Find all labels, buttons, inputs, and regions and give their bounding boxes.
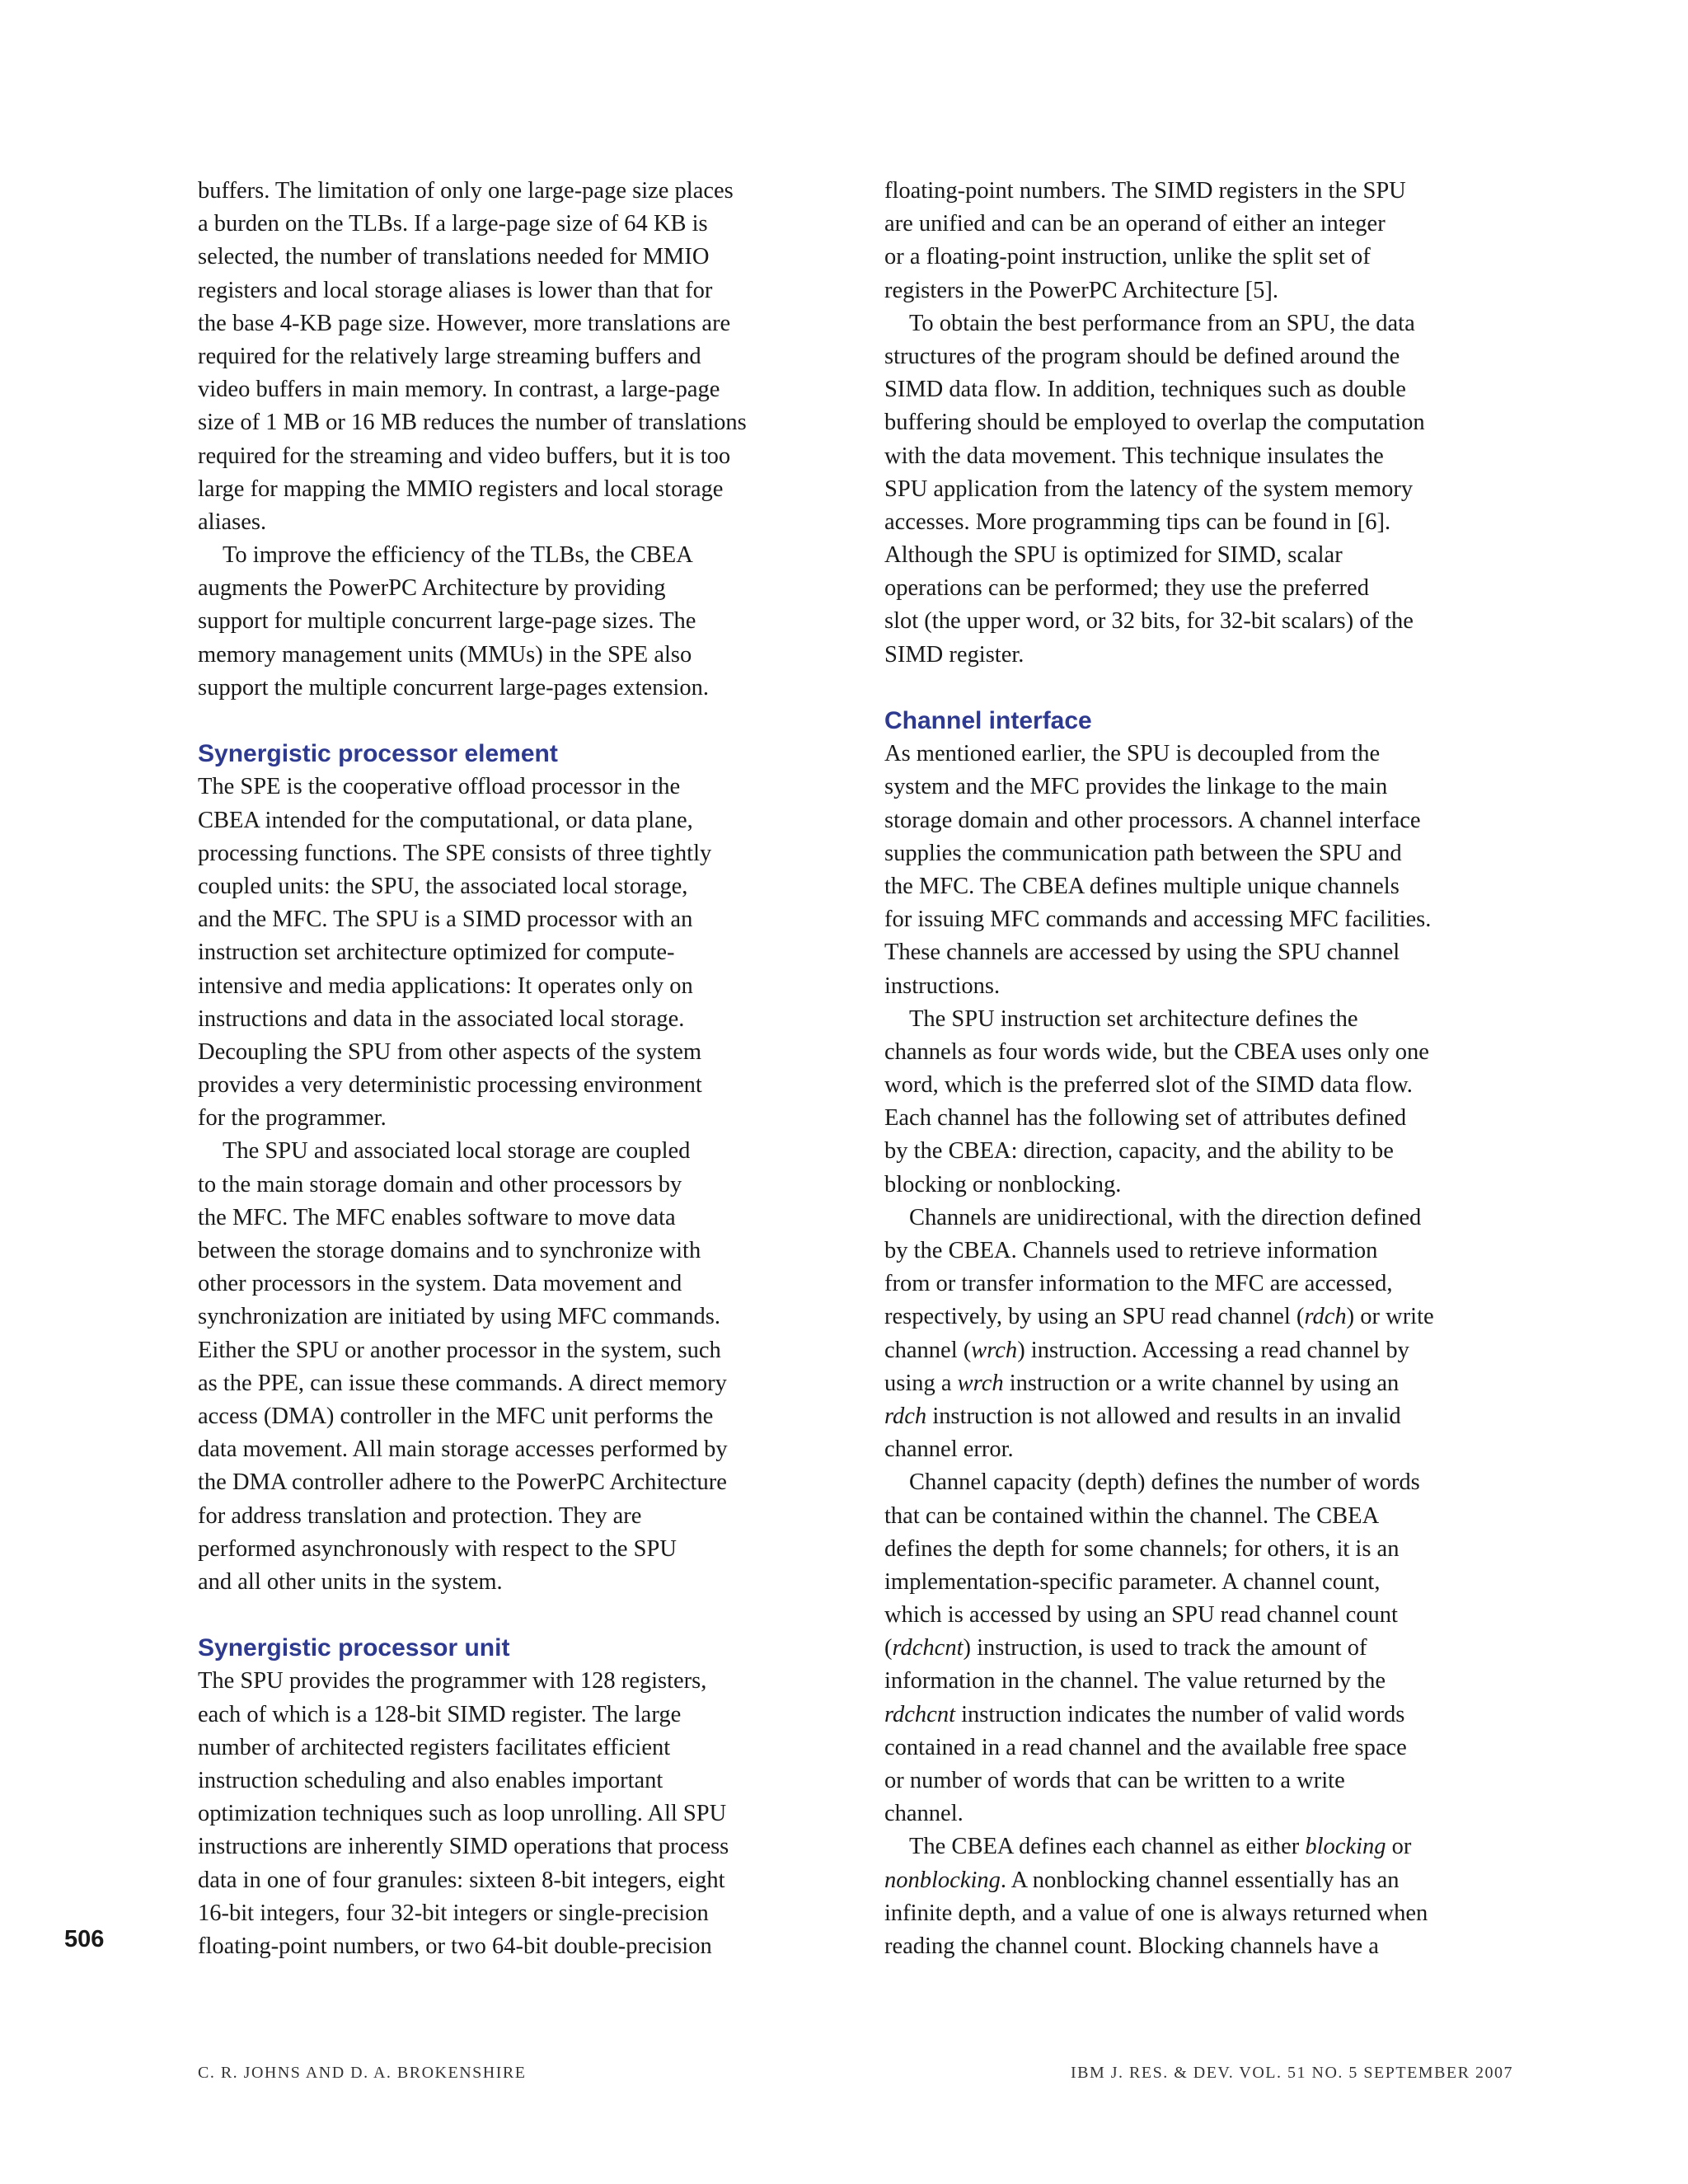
text-line: accesses. More programming tips can be found in [6]. bbox=[884, 509, 1391, 535]
text-line: number of architected registers facilitates efficient bbox=[198, 1734, 671, 1760]
left-column bbox=[198, 175, 824, 1963]
text-run: instruction indicates the number of valid words bbox=[955, 1701, 1405, 1727]
paragraph bbox=[884, 307, 1511, 672]
text-run: channel ( bbox=[884, 1337, 972, 1363]
section-gap bbox=[198, 705, 824, 738]
text-line: optimization techniques such as loop unrolling. All SPU bbox=[198, 1801, 727, 1827]
paragraph bbox=[198, 771, 824, 1135]
text-run: ) or write bbox=[1346, 1304, 1434, 1330]
text-line bbox=[884, 1367, 1511, 1400]
text-line: instruction set architecture optimized for compute- bbox=[198, 940, 675, 966]
text-line: Decoupling the SPU from other aspects of the system bbox=[198, 1038, 702, 1065]
text-line: data in one of four granules: sixteen 8-bit integers, eight bbox=[198, 1867, 725, 1893]
text-line: The SPU instruction set architecture defines the bbox=[909, 1005, 1358, 1032]
text-run: instruction or a write channel by using an bbox=[1003, 1370, 1400, 1396]
text-line: defines the depth for some channels; for others, it is an bbox=[884, 1535, 1400, 1562]
text-line: channel error. bbox=[884, 1436, 1014, 1463]
text-line: access (DMA) controller in the MFC unit performs the bbox=[198, 1403, 714, 1429]
text-line: word, which is the preferred slot of the SIMD data flow. bbox=[884, 1072, 1413, 1099]
text-line: information in the channel. The value returned by the bbox=[884, 1668, 1386, 1694]
text-line: or a floating-point instruction, unlike the split set of bbox=[884, 244, 1371, 270]
section-heading-spu: Synergistic processor unit bbox=[198, 1634, 510, 1662]
text-line bbox=[884, 1864, 1511, 1897]
text-line: reading the channel count. Blocking channels have a bbox=[884, 1933, 1379, 1959]
text-line: floating-point numbers. The SIMD registers in the SPU bbox=[884, 178, 1406, 204]
text-line: These channels are accessed by using the SPU channel bbox=[884, 940, 1400, 966]
text-line: Channel capacity (depth) defines the number of words bbox=[909, 1469, 1420, 1496]
text-line: with the data movement. This technique insulates the bbox=[884, 443, 1384, 469]
text-line bbox=[884, 1301, 1511, 1333]
text-run: instruction is not allowed and results in an invalid bbox=[926, 1403, 1401, 1429]
footer-authors: C. R. JOHNS AND D. A. BROKENSHIRE bbox=[198, 2064, 527, 2082]
text-line: To obtain the best performance from an SPU, the data bbox=[909, 310, 1415, 336]
text-line: for address translation and protection. They are bbox=[198, 1502, 642, 1529]
text-line: memory management units (MMUs) in the SPE also bbox=[198, 641, 692, 668]
text-line: the DMA controller adhere to the PowerPC Architecture bbox=[198, 1469, 727, 1496]
text-line: size of 1 MB or 16 MB reduces the number of translations bbox=[198, 410, 747, 436]
text-line: the MFC. The CBEA defines multiple unique channels bbox=[884, 873, 1400, 899]
text-line: each of which is a 128-bit SIMD register. The large bbox=[198, 1701, 682, 1727]
text-line: as the PPE, can issue these commands. A direct memory bbox=[198, 1370, 727, 1396]
instruction-term: wrch bbox=[957, 1370, 1004, 1396]
text-line: contained in a read channel and the available free space bbox=[884, 1734, 1407, 1760]
text-line: are unified and can be an operand of either an integer bbox=[884, 211, 1386, 237]
text-line: instructions and data in the associated local storage. bbox=[198, 1005, 685, 1032]
paragraph bbox=[884, 175, 1511, 307]
text-line: intensive and media applications: It operates only on bbox=[198, 972, 693, 999]
emphasis-term: nonblocking bbox=[884, 1867, 1001, 1893]
text-line: CBEA intended for the computational, or data plane, bbox=[198, 807, 693, 833]
section-gap bbox=[198, 1599, 824, 1632]
text-line: processing functions. The SPE consists of three tightly bbox=[198, 840, 712, 866]
paragraph bbox=[884, 1466, 1511, 1830]
text-run: using a bbox=[884, 1370, 958, 1396]
text-run: ) instruction, is used to track the amount of bbox=[963, 1635, 1367, 1661]
paragraph bbox=[884, 1202, 1511, 1467]
text-line: large for mapping the MMIO registers and local storage bbox=[198, 476, 724, 502]
text-line: video buffers in main memory. In contrast, a large-page bbox=[198, 377, 720, 403]
text-line: data movement. All main storage accesses performed by bbox=[198, 1436, 728, 1463]
text-line: provides a very deterministic processing environment bbox=[198, 1072, 702, 1099]
text-line: to the main storage domain and other processors by bbox=[198, 1171, 682, 1197]
text-line: SPU application from the latency of the system memory bbox=[884, 476, 1414, 502]
text-line: that can be contained within the channel. The CBEA bbox=[884, 1502, 1380, 1529]
text-line: by the CBEA: direction, capacity, and the ability to be bbox=[884, 1138, 1394, 1165]
text-line: SIMD data flow. In addition, techniques such as double bbox=[884, 377, 1406, 403]
text-line: storage domain and other processors. A channel interface bbox=[884, 807, 1421, 833]
text-run: The CBEA defines each channel as either bbox=[909, 1834, 1306, 1860]
paragraph bbox=[198, 1135, 824, 1599]
text-line: channels as four words wide, but the CBEA uses only one bbox=[884, 1038, 1429, 1065]
section-heading-spe: Synergistic processor element bbox=[198, 740, 558, 768]
text-line: by the CBEA. Channels used to retrieve information bbox=[884, 1238, 1378, 1263]
text-line: As mentioned earlier, the SPU is decoupled from the bbox=[884, 741, 1381, 767]
text-run: respectively, by using an SPU read channel ( bbox=[884, 1304, 1305, 1330]
text-line: augments the PowerPC Architecture by providing bbox=[198, 575, 666, 602]
text-line: Channels are unidirectional, with the direction defined bbox=[909, 1204, 1422, 1230]
text-line bbox=[884, 1400, 1511, 1433]
text-line: structures of the program should be defined around the bbox=[884, 343, 1400, 369]
paragraph bbox=[198, 539, 824, 705]
footer-journal: IBM J. RES. & DEV. VOL. 51 NO. 5 SEPTEMBER 2007 bbox=[1070, 2064, 1513, 2082]
text-line: operations can be performed; they use the preferred bbox=[884, 575, 1369, 602]
text-line: floating-point numbers, or two 64-bit double-precision bbox=[198, 1933, 712, 1959]
text-line: performed asynchronously with respect to the SPU bbox=[198, 1535, 677, 1562]
text-line: the MFC. The MFC enables software to move data bbox=[198, 1204, 676, 1230]
text-line: from or transfer information to the MFC are accessed, bbox=[884, 1271, 1393, 1297]
instruction-term: rdch bbox=[1304, 1304, 1347, 1330]
text-line: channel. bbox=[884, 1801, 964, 1827]
text-line: Each channel has the following set of attributes defined bbox=[884, 1105, 1407, 1132]
text-line: infinite depth, and a value of one is always returned when bbox=[884, 1900, 1428, 1926]
text-line: instruction scheduling and also enables important bbox=[198, 1768, 663, 1793]
text-run: or bbox=[1386, 1834, 1412, 1860]
text-line: instructions. bbox=[884, 972, 1001, 999]
text-run: ( bbox=[884, 1635, 893, 1661]
text-line: supplies the communication path between the SPU and bbox=[884, 840, 1402, 866]
text-line: buffers. The limitation of only one large-page size places bbox=[198, 178, 734, 204]
text-line: other processors in the system. Data movement and bbox=[198, 1271, 682, 1297]
right-column bbox=[884, 175, 1511, 1963]
text-line: and the MFC. The SPU is a SIMD processor with an bbox=[198, 907, 693, 933]
text-line: between the storage domains and to synchronize with bbox=[198, 1238, 701, 1263]
text-line bbox=[884, 1699, 1511, 1732]
text-line: a burden on the TLBs. If a large-page size of 64 KB is bbox=[198, 211, 708, 237]
text-run: ) instruction. Accessing a read channel by bbox=[1017, 1337, 1409, 1363]
text-line: and all other units in the system. bbox=[198, 1568, 503, 1595]
text-line: required for the streaming and video buffers, but it is too bbox=[198, 443, 731, 469]
text-line bbox=[884, 1830, 1511, 1863]
page-number: 506 bbox=[64, 1926, 105, 1952]
text-line: aliases. bbox=[198, 509, 267, 535]
text-line: or number of words that can be written to a write bbox=[884, 1768, 1345, 1793]
instruction-term: rdch bbox=[884, 1403, 927, 1429]
text-line: implementation-specific parameter. A channel count, bbox=[884, 1568, 1381, 1595]
text-line: for the programmer. bbox=[198, 1105, 387, 1132]
text-line bbox=[884, 1632, 1511, 1665]
emphasis-term: blocking bbox=[1305, 1834, 1386, 1860]
paragraph bbox=[884, 738, 1511, 1003]
text-line: registers in the PowerPC Architecture [5]. bbox=[884, 277, 1279, 303]
text-line: synchronization are initiated by using MFC commands. bbox=[198, 1304, 721, 1330]
paragraph bbox=[198, 175, 824, 539]
text-line: selected, the number of translations needed for MMIO bbox=[198, 244, 710, 270]
text-line bbox=[884, 1334, 1511, 1367]
text-line: slot (the upper word, or 32 bits, for 32-bit scalars) of the bbox=[884, 608, 1414, 635]
text-line: instructions are inherently SIMD operations that process bbox=[198, 1834, 729, 1860]
text-line: 16-bit integers, four 32-bit integers or single-precision bbox=[198, 1900, 709, 1926]
text-line: buffering should be employed to overlap the computation bbox=[884, 410, 1425, 436]
text-line: The SPU and associated local storage are coupled bbox=[223, 1138, 691, 1165]
text-line: Although the SPU is optimized for SIMD, scalar bbox=[884, 542, 1343, 569]
instruction-term: rdchcnt bbox=[892, 1635, 964, 1661]
text-run: . A nonblocking channel essentially has an bbox=[1000, 1867, 1400, 1893]
text-line: support for multiple concurrent large-page sizes. The bbox=[198, 608, 696, 635]
text-line: required for the relatively large streaming buffers and bbox=[198, 343, 701, 369]
instruction-term: rdchcnt bbox=[884, 1701, 956, 1727]
text-line: SIMD register. bbox=[884, 641, 1025, 668]
text-line: support the multiple concurrent large-pages extension. bbox=[198, 674, 709, 701]
text-line: Either the SPU or another processor in the system, such bbox=[198, 1337, 721, 1363]
text-line: The SPE is the cooperative offload processor in the bbox=[198, 774, 681, 800]
text-line: for issuing MFC commands and accessing MFC facilities. bbox=[884, 907, 1432, 933]
text-line: The SPU provides the programmer with 128 registers, bbox=[198, 1668, 707, 1694]
section-gap bbox=[884, 672, 1511, 705]
paragraph bbox=[884, 1830, 1511, 1963]
text-line: To improve the efficiency of the TLBs, the CBEA bbox=[223, 542, 693, 569]
paragraph bbox=[198, 1665, 824, 1963]
instruction-term: wrch bbox=[971, 1337, 1018, 1363]
text-line: which is accessed by using an SPU read channel count bbox=[884, 1602, 1398, 1629]
text-line: the base 4-KB page size. However, more translations are bbox=[198, 310, 731, 336]
section-heading-channel-interface: Channel interface bbox=[884, 707, 1092, 734]
paragraph bbox=[884, 1003, 1511, 1202]
text-line: registers and local storage aliases is lower than that for bbox=[198, 277, 713, 303]
text-line: coupled units: the SPU, the associated local storage, bbox=[198, 873, 688, 899]
text-line: blocking or nonblocking. bbox=[884, 1171, 1122, 1197]
text-line: system and the MFC provides the linkage to the main bbox=[884, 774, 1388, 800]
